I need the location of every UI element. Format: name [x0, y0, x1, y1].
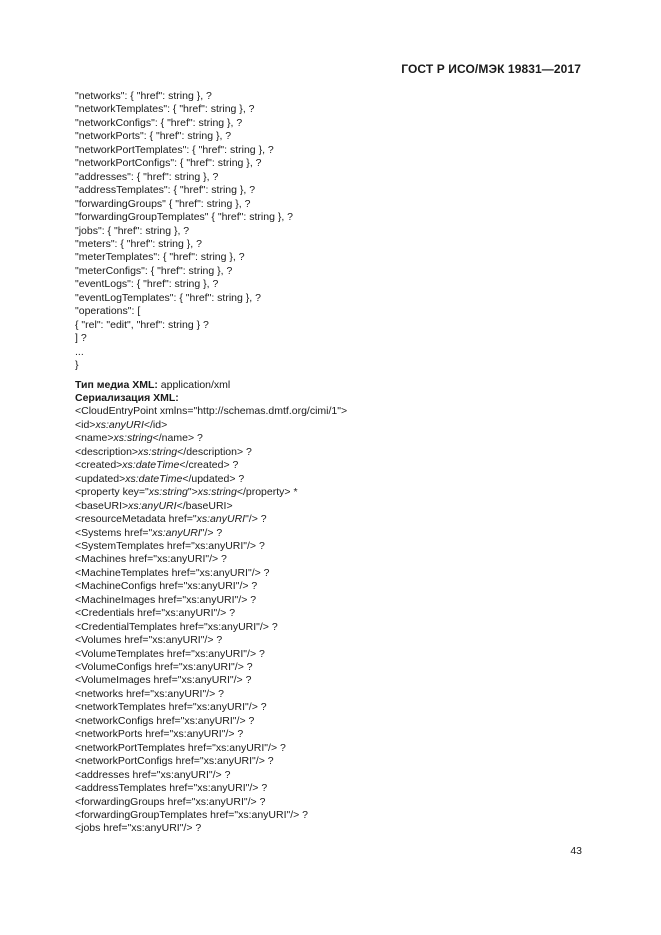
- code-line: [75, 661, 595, 674]
- media-type-label: Тип медиа XML:: [75, 378, 158, 391]
- code-line: [75, 742, 595, 755]
- code-text: </description> ?: [177, 445, 252, 458]
- code-text: <Machines href="xs:anyURI"/> ?: [75, 553, 227, 566]
- type-placeholder: xs:string: [197, 486, 237, 499]
- code-text: <MachineImages href="xs:anyURI"/> ?: [75, 593, 257, 606]
- code-text: <SystemTemplates href="xs:anyURI"/> ?: [75, 539, 265, 552]
- code-text: <Volumes href="xs:anyURI"/> ?: [75, 634, 223, 647]
- code-line: "meterConfigs": { "href": string }, ?: [75, 264, 233, 277]
- code-line: "meterTemplates": { "href": string }, ?: [75, 251, 245, 264]
- code-text: </updated> ?: [182, 472, 245, 485]
- code-line: [75, 728, 595, 741]
- type-placeholder: xs:string: [148, 486, 188, 499]
- code-line: [75, 473, 595, 486]
- type-placeholder: xs:dateTime: [122, 459, 180, 472]
- code-line: "meters": { "href": string }, ?: [75, 237, 202, 250]
- code-line: [75, 446, 595, 459]
- code-line: [75, 486, 595, 499]
- code-line: "operations": [: [75, 305, 141, 318]
- code-line: "forwardingGroups" { "href": string }, ?: [75, 197, 251, 210]
- code-text: <description>: [75, 445, 139, 458]
- type-placeholder: xs:anyURI: [128, 499, 177, 512]
- code-line: [75, 459, 595, 472]
- type-placeholder: xs:anyURI: [152, 526, 201, 539]
- serialization-label: Сериализация XML:: [75, 391, 179, 404]
- code-text: <networks href="xs:anyURI"/> ?: [75, 687, 224, 700]
- type-placeholder: xs:dateTime: [125, 472, 183, 485]
- code-line: }: [75, 359, 79, 372]
- code-text: </id>: [143, 418, 168, 431]
- code-line: { "rel": "edit", "href": string } ?: [75, 318, 209, 331]
- code-text: <networkConfigs href="xs:anyURI"/> ?: [75, 714, 255, 727]
- code-text: <networkTemplates href="xs:anyURI"/> ?: [75, 701, 267, 714]
- code-line: "jobs": { "href": string }, ?: [75, 224, 190, 237]
- code-text: <MachineConfigs href="xs:anyURI"/> ?: [75, 580, 258, 593]
- page-number: 43: [570, 845, 582, 857]
- code-text: <VolumeConfigs href="xs:anyURI"/> ?: [75, 661, 253, 674]
- media-type-line: [75, 379, 595, 392]
- code-line: "forwardingGroupTemplates" { "href": string }, ?: [75, 211, 294, 224]
- code-line: [75, 755, 595, 768]
- code-line: "networkPortConfigs": { "href": string }, ?: [75, 157, 262, 170]
- code-line: [75, 822, 595, 835]
- code-text: <updated>: [75, 472, 126, 485]
- code-line: ] ?: [75, 332, 87, 345]
- code-text: <VolumeImages href="xs:anyURI"/> ?: [75, 674, 252, 687]
- code-line: "eventLogs": { "href": string }, ?: [75, 278, 219, 291]
- code-line: [75, 419, 595, 432]
- code-line: "networkConfigs": { "href": string }, ?: [75, 116, 243, 129]
- code-text: <forwardingGroupTemplates href="xs:anyURI"/> ?: [75, 809, 309, 822]
- code-line: [75, 540, 595, 553]
- code-line: "networkPorts": { "href": string }, ?: [75, 130, 232, 143]
- code-text: </created> ?: [179, 459, 239, 472]
- code-text: <networkPortConfigs href="xs:anyURI"/> ?: [75, 755, 274, 768]
- code-line: "addressTemplates": { "href": string }, ?: [75, 184, 256, 197]
- code-text: <networkPorts href="xs:anyURI"/> ?: [75, 728, 244, 741]
- code-text: <Credentials href="xs:anyURI"/> ?: [75, 607, 236, 620]
- code-line: [75, 607, 595, 620]
- type-placeholder: xs:string: [113, 432, 153, 445]
- code-text: <baseURI>: [75, 499, 129, 512]
- code-line: "networkTemplates": { "href": string }, ?: [75, 103, 255, 116]
- code-line: [75, 782, 595, 795]
- code-text: </baseURI>: [176, 499, 233, 512]
- code-line: [75, 567, 595, 580]
- code-line: [75, 580, 595, 593]
- code-line: [75, 701, 595, 714]
- type-placeholder: xs:string: [138, 445, 178, 458]
- code-line: "networkPortTemplates": { "href": string }, ?: [75, 143, 274, 156]
- code-line: [75, 796, 595, 809]
- code-line: [75, 553, 595, 566]
- code-text: <name>: [75, 432, 114, 445]
- code-text: </property> *: [236, 486, 298, 499]
- code-text: <CloudEntryPoint xmlns="http://schemas.dmtf.org/cimi/1">: [75, 405, 348, 418]
- media-type-value: application/xml: [157, 378, 231, 391]
- document-body: [75, 90, 595, 836]
- code-line: [75, 432, 595, 445]
- code-text: "/> ?: [245, 513, 267, 526]
- code-text: ">: [187, 486, 198, 499]
- code-line: [75, 500, 595, 513]
- code-text: </name> ?: [152, 432, 203, 445]
- code-line: [75, 809, 595, 822]
- code-line: [75, 688, 595, 701]
- code-line: [75, 594, 595, 607]
- code-text: "/> ?: [200, 526, 223, 539]
- code-text: <Systems href=": [75, 526, 153, 539]
- code-text: <MachineTemplates href="xs:anyURI"/> ?: [75, 566, 270, 579]
- code-line: [75, 405, 595, 418]
- code-text: <id>: [75, 418, 96, 431]
- code-line: "networks": { "href": string }, ?: [75, 90, 212, 102]
- type-placeholder: xs:anyURI: [95, 418, 144, 431]
- code-line: "addresses": { "href": string }, ?: [75, 170, 219, 183]
- xml-code-block: [75, 405, 595, 836]
- json-code-block: [75, 90, 595, 373]
- code-line: [75, 648, 595, 661]
- code-text: <addressTemplates href="xs:anyURI"/> ?: [75, 782, 268, 795]
- code-line: "eventLogTemplates": { "href": string }, ?: [75, 291, 261, 304]
- code-text: <VolumeTemplates href="xs:anyURI"/> ?: [75, 647, 265, 660]
- code-line: [75, 527, 595, 540]
- code-line: ...: [75, 345, 84, 358]
- code-text: <addresses href="xs:anyURI"/> ?: [75, 768, 231, 781]
- code-text: <property key=": [75, 486, 149, 499]
- code-text: <resourceMetadata href=": [75, 513, 197, 526]
- code-text: <networkPortTemplates href="xs:anyURI"/> ?: [75, 741, 286, 754]
- code-text: <forwardingGroups href="xs:anyURI"/> ?: [75, 795, 266, 808]
- code-line: [75, 769, 595, 782]
- code-text: <CredentialTemplates href="xs:anyURI"/> ?: [75, 620, 278, 633]
- document-header: ГОСТ Р ИСО/МЭК 19831—2017: [401, 62, 581, 76]
- code-text: <jobs href="xs:anyURI"/> ?: [75, 822, 202, 835]
- code-text: <created>: [75, 459, 123, 472]
- code-line: [75, 621, 595, 634]
- code-line: [75, 715, 595, 728]
- type-placeholder: xs:anyURI: [196, 513, 246, 526]
- code-line: [75, 634, 595, 647]
- code-line: [75, 513, 595, 526]
- code-line: [75, 674, 595, 687]
